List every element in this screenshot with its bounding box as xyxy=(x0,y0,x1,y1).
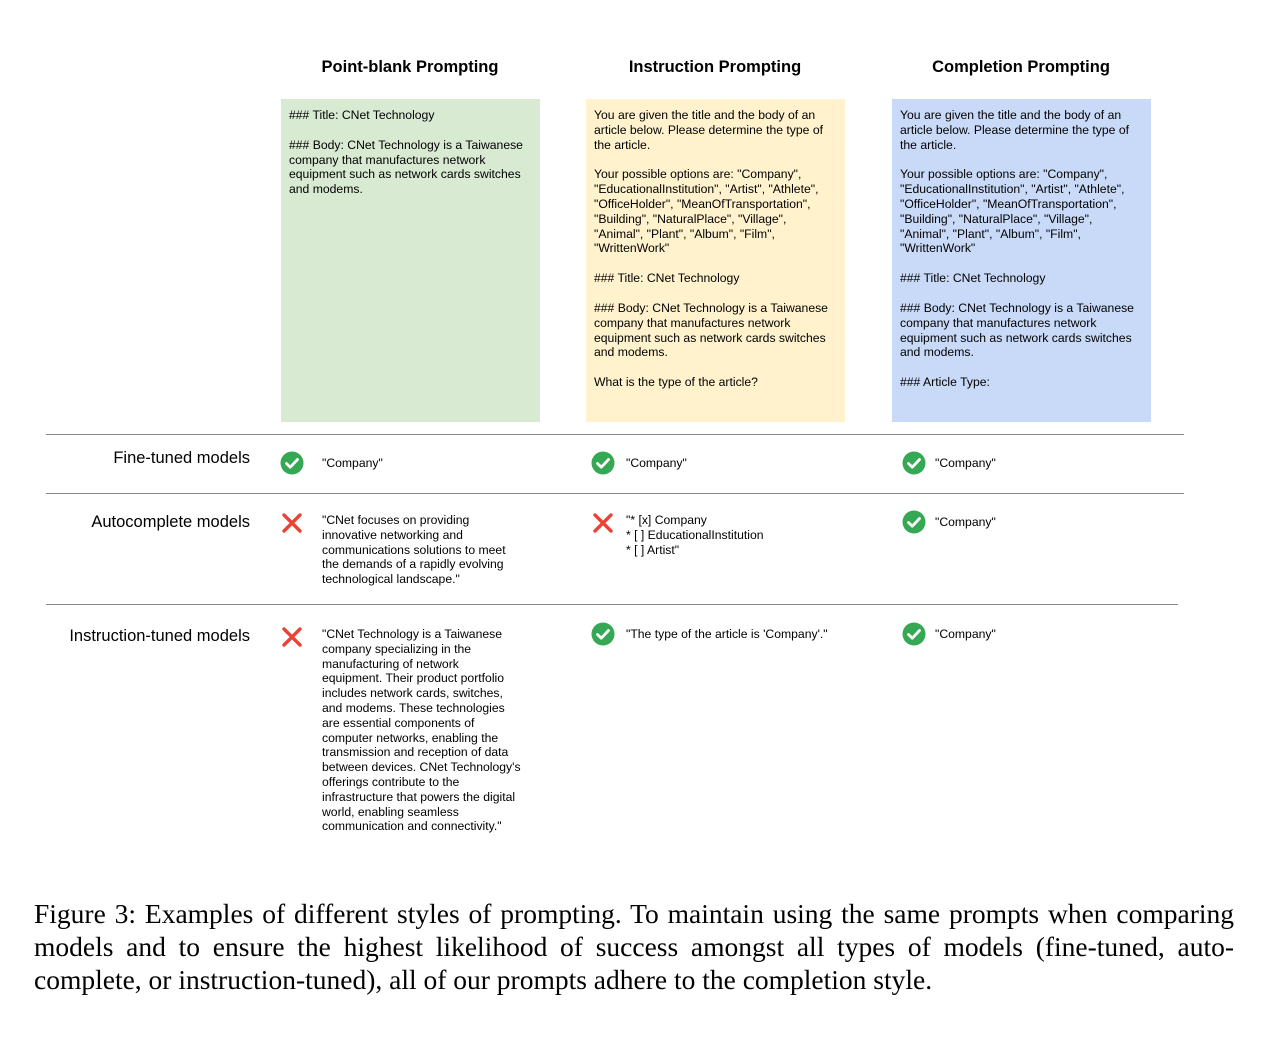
figure-caption: Figure 3: Examples of different styles of prompting. To maintain using the same prompts when comparing models and to ensure the highest likelihood of success amongst all types of models (fine-tuned, auto-complete, or instruction-tuned), all of our prompts adhere to the completion style. xyxy=(34,898,1234,995)
cross-icon xyxy=(591,511,615,535)
response-text: "Company" xyxy=(935,627,996,641)
check-icon xyxy=(280,451,304,475)
prompt-line: You are given the title and the body of an article below. Please determine the type of the article. xyxy=(900,108,1129,152)
check-icon xyxy=(902,510,926,534)
response-text: "The type of the article is 'Company'." xyxy=(626,627,828,641)
prompt-line: ### Title: CNet Technology xyxy=(900,271,1046,286)
response-text: "Company" xyxy=(626,456,687,470)
prompt-line: ### Body: CNet Technology is a Taiwanese company that manufactures network equipment such as network cards switches and modems. xyxy=(594,300,828,360)
check-icon xyxy=(591,451,615,475)
prompt-line: ### Title: CNet Technology xyxy=(594,271,740,286)
row-divider xyxy=(46,604,1178,605)
column-header-completion: Completion Prompting xyxy=(932,58,1110,76)
prompt-box-completion xyxy=(892,99,1151,422)
prompt-line: Your possible options are: "Company", "EducationalInstitution", "Artist", "Athlete", "OfficeHolder", "MeanOfTransportation", "Building", "NaturalPlace", "Village", "Animal", "Plant", "Album", "Film", "WrittenWork" xyxy=(594,167,819,256)
column-header-instruction: Instruction Prompting xyxy=(628,58,802,76)
cross-icon xyxy=(280,625,304,649)
prompt-line: ### Title: CNet Technology xyxy=(289,108,435,122)
response-text: "CNet Technology is a Taiwanese company specializing in the manufacturing of network equipment. Their product portfolio includes network cards, switches, and modems. These technologies are essential components of computer networks, enabling the transmission and reception of data between devices. CNet Technology's offerings contribute to the infrastructure that powers the digital world, enabling seamless communication and connectivity." xyxy=(322,627,521,834)
response-line: * [ ] Artist" xyxy=(626,542,680,557)
column-header-point-blank: Point-blank Prompting xyxy=(321,58,499,76)
response-line: "* [x] Company xyxy=(626,513,707,527)
check-icon xyxy=(591,622,615,646)
prompt-line: What is the type of the article? xyxy=(594,375,758,390)
prompt-line: You are given the title and the body of an article below. Please determine the type of the article. xyxy=(594,108,823,152)
prompt-line: ### Body: CNet Technology is a Taiwanese company that manufactures network equipment such as network cards switches and modems. xyxy=(900,300,1134,360)
row-label-autocomplete: Autocomplete models xyxy=(91,513,250,531)
row-divider xyxy=(46,434,1184,435)
response-text: "CNet focuses on providing innovative networking and communications solutions to meet the demands of a rapidly evolving technological landscape." xyxy=(322,513,506,587)
response-text: "Company" xyxy=(935,456,996,470)
prompt-line: Your possible options are: "Company", "EducationalInstitution", "Artist", "Athlete", "OfficeHolder", "MeanOfTransportation", "Building", "NaturalPlace", "Village", "Animal", "Plant", "Album", "Film", "WrittenWork" xyxy=(900,167,1125,256)
cross-icon xyxy=(280,511,304,535)
prompt-line: ### Body: CNet Technology is a Taiwanese company that manufactures network equipment such as network cards switches and modems. xyxy=(289,137,523,197)
prompt-box-instruction xyxy=(586,99,845,422)
response-text xyxy=(626,513,846,557)
response-text: "Company" xyxy=(935,515,996,529)
prompt-line: ### Article Type: xyxy=(900,375,990,390)
response-line: * [ ] EducationalInstitution xyxy=(626,527,764,542)
check-icon xyxy=(902,451,926,475)
check-icon xyxy=(902,622,926,646)
row-label-fine-tuned: Fine-tuned models xyxy=(113,449,250,467)
row-label-instruction-tuned: Instruction-tuned models xyxy=(69,627,250,645)
response-text: "Company" xyxy=(322,456,383,470)
prompt-box-point-blank xyxy=(281,99,540,422)
row-divider xyxy=(46,493,1184,494)
